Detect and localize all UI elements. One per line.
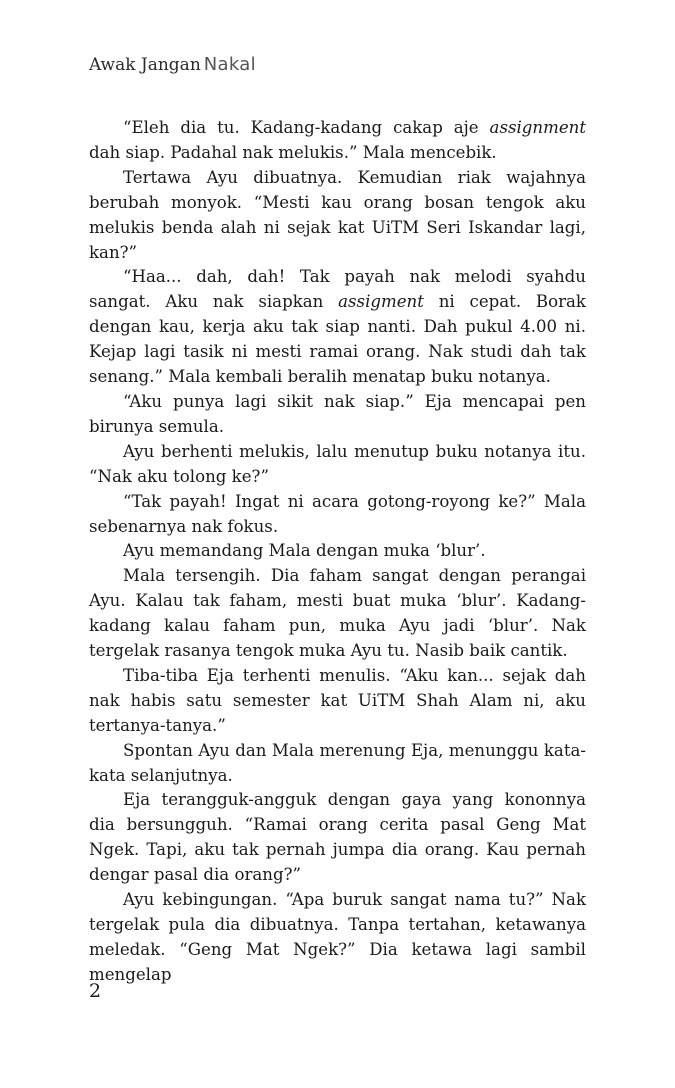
- paragraph: [89, 166, 586, 266]
- paragraph-text: Spontan Ayu dan Mala merenung Eja, menunggu kata-kata selanjutnya.: [89, 740, 586, 785]
- paragraph: [89, 564, 586, 664]
- paragraph: [89, 265, 586, 390]
- paragraph: [89, 788, 586, 888]
- page-number: 2: [89, 980, 102, 1002]
- paragraph: [89, 440, 586, 490]
- italic-term: assignment: [489, 118, 586, 137]
- paragraph-text: “Aku punya lagi sikit nak siap.” Eja mencapai pen birunya semula.: [89, 391, 586, 436]
- paragraph: [89, 116, 586, 166]
- paragraph-text: Tertawa Ayu dibuatnya. Kemudian riak wajahnya berubah monyok. “Mesti kau orang bosan tengok aku melukis benda alah ni sejak kat UiTM Seri Iskandar lagi, kan?”: [89, 167, 586, 262]
- paragraph: [89, 539, 586, 564]
- paragraph-text: ni cepat. Borak dengan kau, kerja aku tak siap nanti. Dah pukul 4.00 ni. Kejap lagi tasik ni mesti ramai orang. Nak studi dah tak senang.” Mala kembali beralih menatap buku notanya.: [89, 292, 586, 387]
- paragraph: [89, 490, 586, 540]
- paragraph: [89, 664, 586, 739]
- paragraph-text: “Haa... dah, dah! Tak payah nak melodi syahdu sangat. Aku nak siapkan: [89, 267, 586, 312]
- italic-term: assigment: [338, 292, 424, 312]
- paragraph: [89, 888, 586, 988]
- header-title-accent: Nakal: [203, 54, 256, 75]
- paragraph: [89, 739, 586, 789]
- paragraph-text: Ayu memandang Mala dengan muka ‘blur’.: [123, 541, 486, 561]
- paragraph-text: Ayu kebingungan. “Apa buruk sangat nama tu?” Nak tergelak pula dia dibuatnya. Tanpa tertahan, ketawanya meledak. “Geng Mat Ngek?” Dia ketawa lagi sambil mengelap: [89, 890, 586, 984]
- paragraph-text: Ayu berhenti melukis, lalu menutup buku notanya itu. “Nak aku tolong ke?”: [89, 441, 586, 486]
- body-text: [89, 116, 586, 988]
- paragraph: [89, 390, 586, 440]
- paragraph-text: Eja terangguk-angguk dengan gaya yang kononnya dia bersungguh. “Ramai orang cerita pasal Geng Mat Ngek. Tapi, aku tak pernah jumpa dia orang. Kau pernah dengar pasal dia orang?”: [89, 790, 586, 885]
- paragraph-text: “Eleh dia tu. Kadang-kadang cakap aje: [123, 118, 490, 137]
- paragraph-text: dah siap. Padahal nak melukis.” Mala mencebik.: [89, 142, 497, 162]
- paragraph-text: “Tak payah! Ingat ni acara gotong-royong ke?” Mala sebenarnya nak fokus.: [89, 491, 586, 536]
- paragraph-text: Tiba-tiba Eja terhenti menulis. “Aku kan... sejak dah nak habis satu semester kat UiTM Shah Alam ni, aku tertanya-tanya.”: [89, 665, 586, 735]
- running-header: [89, 54, 256, 75]
- paragraph-text: Mala tersengih. Dia faham sangat dengan perangai Ayu. Kalau tak faham, mesti buat muka ‘blur’. Kadang-kadang kalau faham pun, muka Ayu jadi ‘blur’. Nak tergelak rasanya tengok muka Ayu tu. Nasib baik cantik.: [89, 566, 586, 661]
- header-title: Awak Jangan: [89, 55, 201, 75]
